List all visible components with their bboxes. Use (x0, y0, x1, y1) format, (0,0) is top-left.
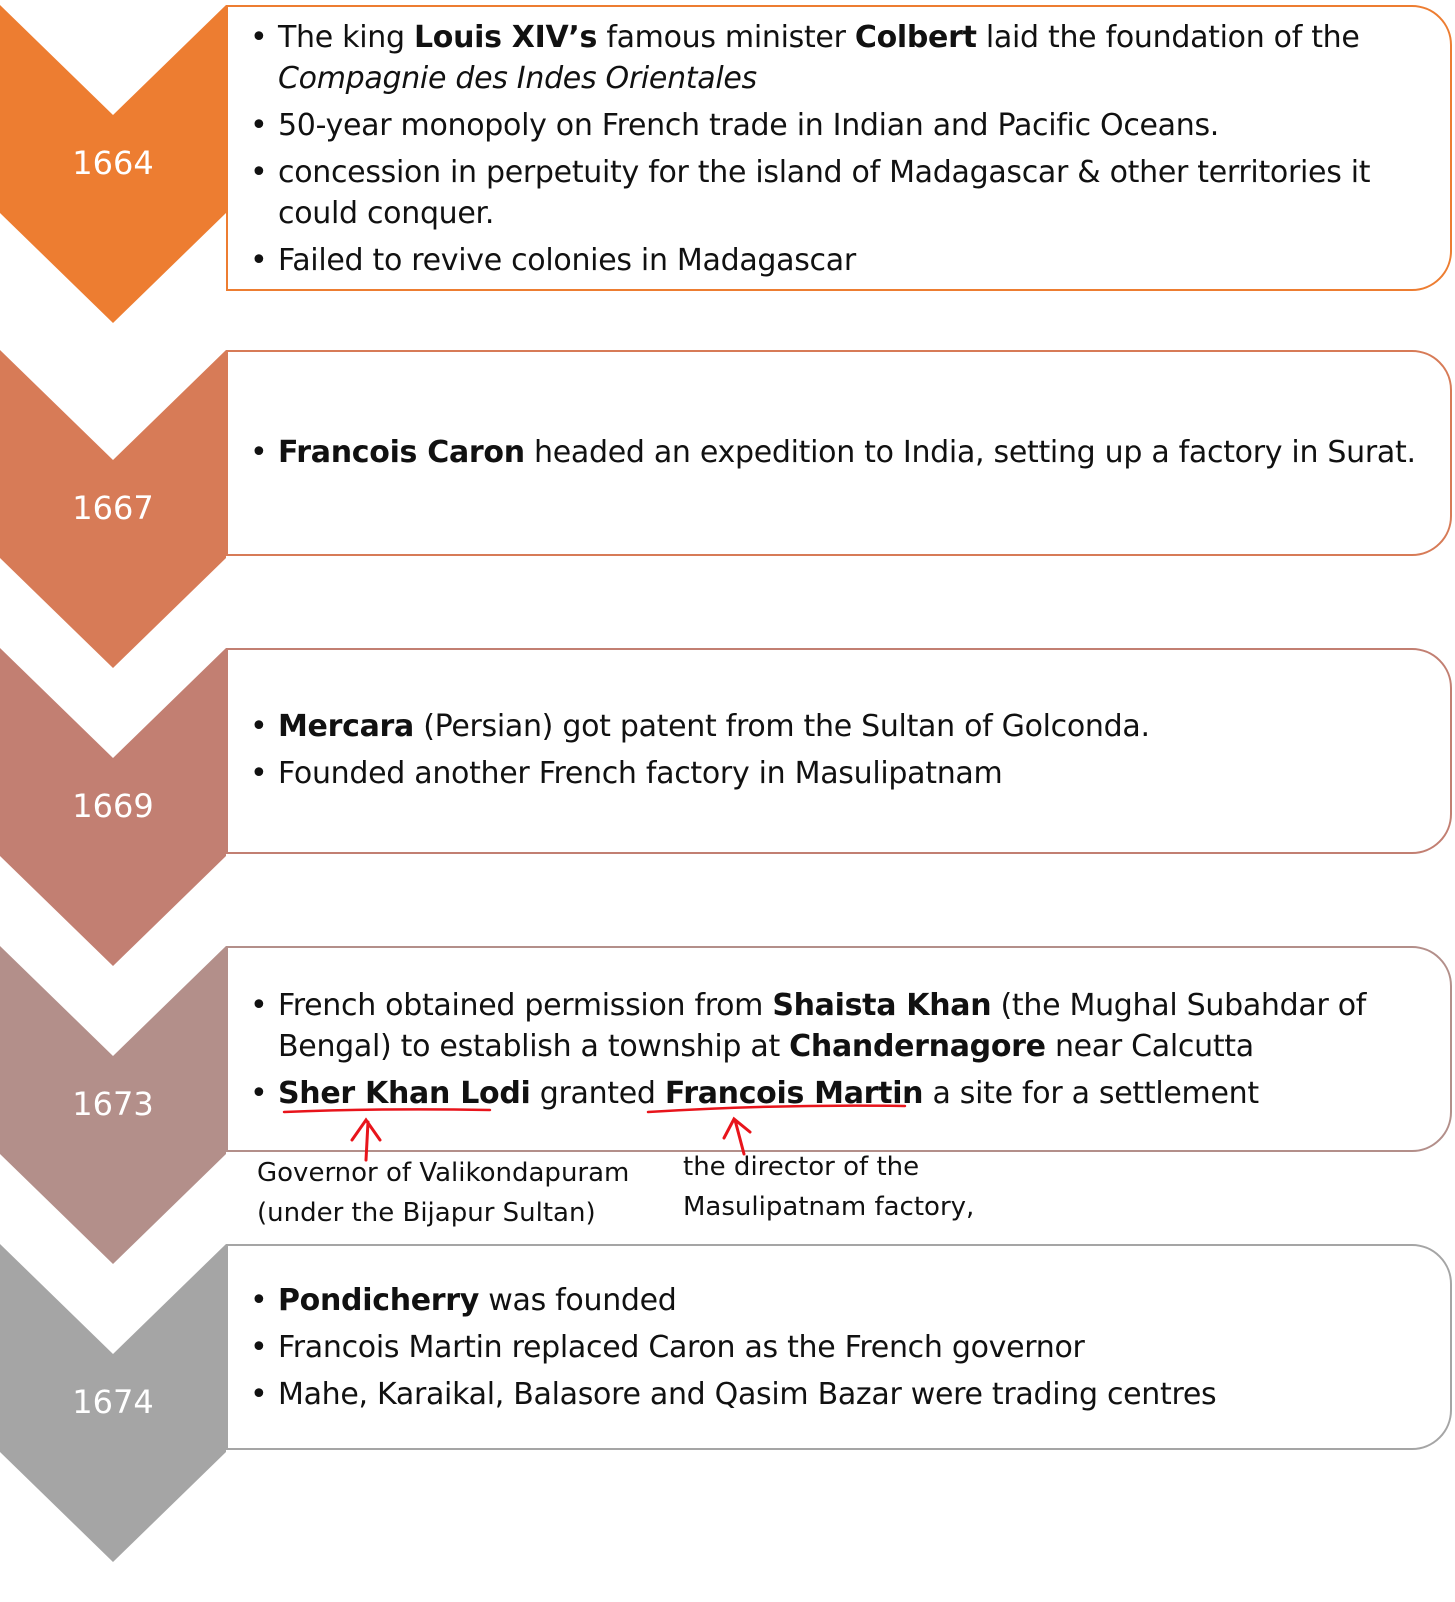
bullet-point (250, 432, 1420, 473)
note-line: Masulipatnam factory, (683, 1192, 975, 1222)
bold-text: Francois Caron (278, 435, 525, 470)
text-run: The king (278, 20, 414, 55)
bold-text: Mercara (278, 709, 414, 744)
text-run: was founded (479, 1283, 677, 1318)
bullet-point (250, 753, 1420, 794)
text-run: granted (530, 1076, 665, 1111)
bullet-point (250, 17, 1420, 99)
bold-text: Louis XIV’s (413, 20, 598, 55)
note-line: (under the Bijapur Sultan) (257, 1198, 596, 1228)
bullet-point (250, 1073, 1420, 1114)
italic-text: Compagnie des Indes Orientales (278, 61, 757, 96)
bullet-list (250, 985, 1420, 1120)
text-run: concession in perpetuity for the island of Madagascar & other territories it could conquer. (278, 155, 1371, 231)
note-francois-martin (683, 1147, 974, 1227)
bullet-list (250, 706, 1420, 800)
event-box-1673 (226, 946, 1452, 1152)
text-run: a site for a settlement (923, 1076, 1259, 1111)
note-line: Governor of Valikondapuram (257, 1158, 630, 1188)
bullet-point (250, 152, 1420, 234)
event-box-1669 (226, 648, 1452, 854)
text-run: Francois Martin replaced Caron as the French governor (278, 1330, 1085, 1365)
text-run: near Calcutta (1045, 1029, 1254, 1064)
bold-text: Colbert (854, 20, 977, 55)
text-run: Founded another French factory in Masulipatnam (278, 756, 1003, 791)
text-run: (the Mughal Subahdar of Bengal) to establish a township at (278, 988, 1367, 1064)
bullet-point (250, 706, 1420, 747)
text-run: Mahe, Karaikal, Balasore and Qasim Bazar were trading centres (278, 1377, 1217, 1412)
year-label-1669: 1669 (72, 787, 154, 825)
event-box-1667 (226, 350, 1452, 556)
bullet-point (250, 240, 1420, 281)
note-sher-khan-lodi (257, 1153, 629, 1233)
event-box-1664 (226, 5, 1452, 291)
bold-text: Sher Khan Lodi (278, 1076, 531, 1111)
text-run: headed an expedition to India, setting up a factory in Surat. (524, 435, 1416, 470)
text-run: (Persian) got patent from the Sultan of Golconda. (413, 709, 1150, 744)
text-run: French obtained permission from (278, 988, 773, 1023)
bullet-point (250, 1374, 1420, 1415)
bullet-list (250, 17, 1420, 287)
bullet-point (250, 985, 1420, 1067)
text-run: 50-year monopoly on French trade in Indian and Pacific Oceans. (278, 108, 1220, 143)
event-box-1674 (226, 1244, 1452, 1450)
year-label-1664: 1664 (72, 144, 154, 182)
year-label-1674: 1674 (72, 1383, 154, 1421)
text-run: famous minister (597, 20, 855, 55)
note-line: the director of the (683, 1152, 920, 1182)
year-label-1673: 1673 (72, 1085, 154, 1123)
bullet-point (250, 105, 1420, 146)
bold-text: Shaista Khan (772, 988, 992, 1023)
bullet-point (250, 1327, 1420, 1368)
bullet-list (250, 432, 1420, 479)
bold-text: Francois Martin (664, 1076, 924, 1111)
bullet-point (250, 1280, 1420, 1321)
year-label-1667: 1667 (72, 489, 154, 527)
bold-text: Pondicherry (278, 1283, 480, 1318)
bullet-list (250, 1280, 1420, 1421)
bold-text: Chandernagore (789, 1029, 1046, 1064)
text-run: laid the foundation of the (976, 20, 1360, 55)
text-run: Failed to revive colonies in Madagascar (278, 243, 856, 278)
